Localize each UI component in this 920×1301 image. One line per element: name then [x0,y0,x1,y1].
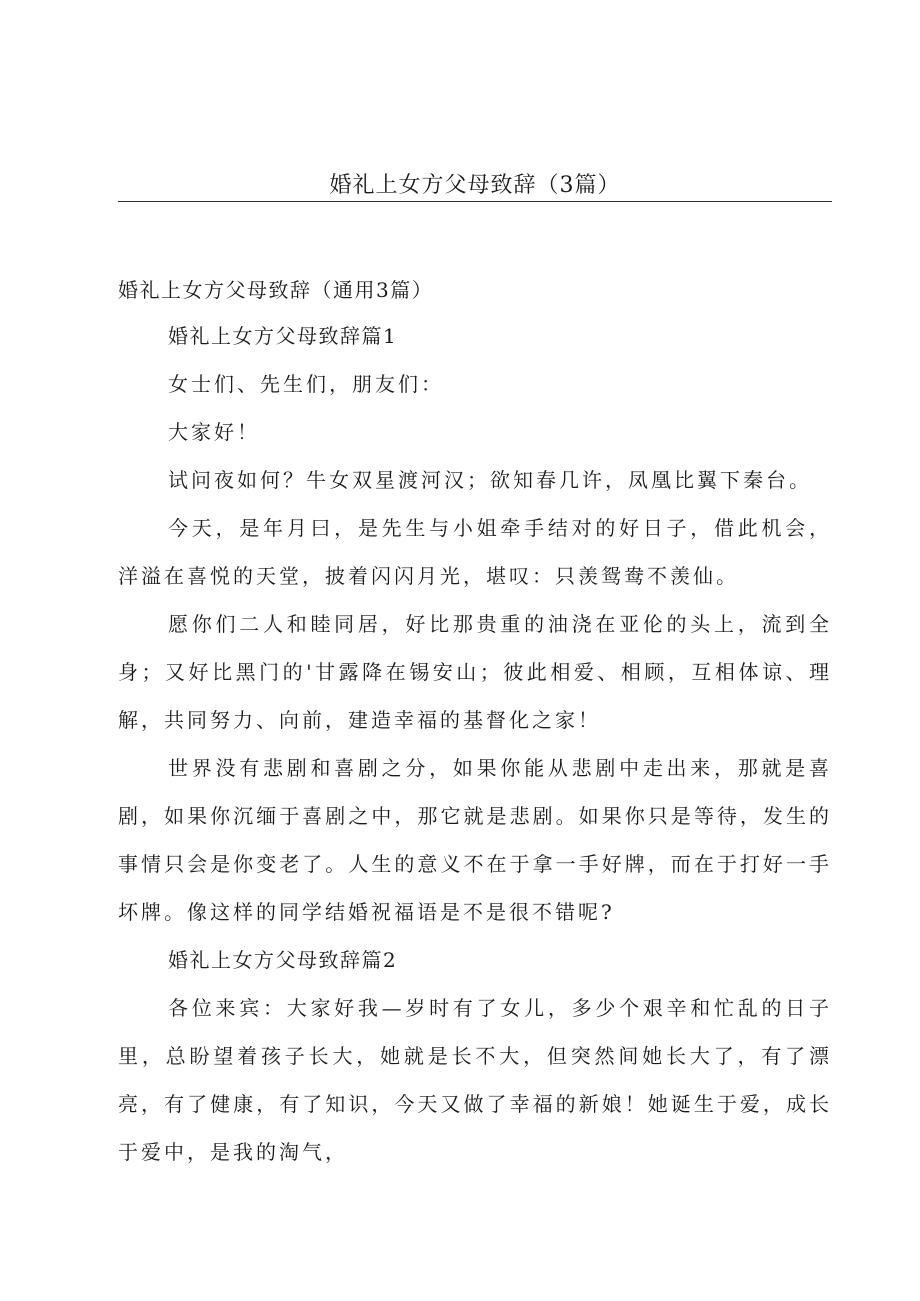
intro-line: 婚礼上女方父母致辞（通用3篇） [118,278,434,302]
paragraph-couplet: 试问夜如何？牛女双星渡河汉；欲知春几许，凤凰比翼下秦台。 [168,468,812,492]
section-1-heading: 婚礼上女方父母致辞篇1 [168,324,398,348]
document-title: 婚礼上女方父母致辞（3篇） [329,173,621,198]
paragraph-greeting: 女士们、先生们，朋友们： [168,372,444,396]
paragraph-guests: 各位来宾：大家好我—岁时有了女儿，多少个艰辛和忙乱的日子里，总盼望着孩子长大，她就是长不大，但突然间她长大了，有了漂亮，有了健康，有了知识，今天又做了幸福的新娘！她诞生于爱，成长于爱中，是我的淘气， [118,996,832,1164]
paragraph-wish: 愿你们二人和睦同居，好比那贵重的油浇在亚伦的头上，流到全身；又好比黑门的'甘露降在锡安山；彼此相爱、相顾，互相体谅、理解，共同努力、向前，建造幸福的基督化之家！ [118,612,832,732]
paragraph-life: 世界没有悲剧和喜剧之分，如果你能从悲剧中走出来，那就是喜剧，如果你沉缅于喜剧之中，那它就是悲剧。如果你只是等待，发生的事情只会是你变老了。人生的意义不在于拿一手好牌，而在于打好一手坏牌。像这样的同学结婚祝福语是不是很不错呢? [118,756,832,924]
title-underline [118,201,832,202]
section-2-heading: 婚礼上女方父母致辞篇2 [168,948,398,972]
paragraph-hello: 大家好！ [168,420,260,444]
document-body [118,270,832,1176]
paragraph-today: 今天，是年月曰，是先生与小姐牵手结对的好日子，借此机会，洋溢在喜悦的天堂，披着闪闪月光，堪叹：只羡鸳鸯不羡仙。 [118,516,832,588]
